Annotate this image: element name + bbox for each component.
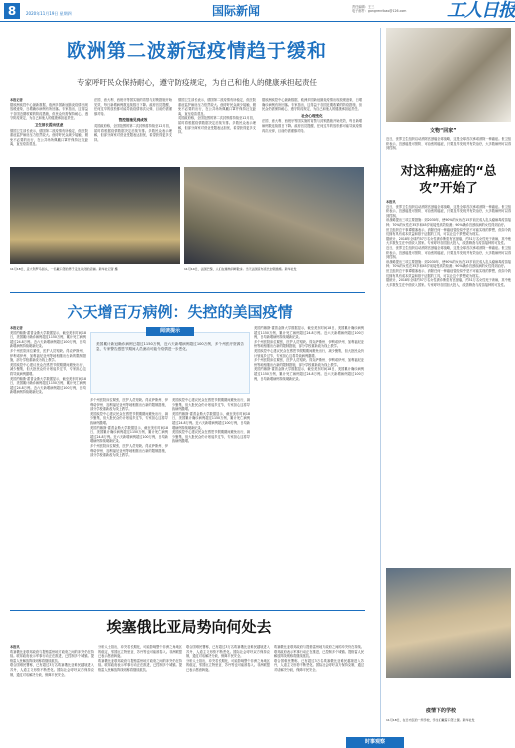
newspaper-logo: 工人日报 xyxy=(447,0,515,21)
byline: 本报记者 xyxy=(10,98,23,102)
article-paragraph: 分析人士指出，冲突若长期化，可能影响整个非洲之角地区的稳定，邻国厄立特里亚、苏丹等也可能被卷入。非洲联盟已表示愿意斡旋。 xyxy=(186,658,270,672)
article-paragraph: 据欧洲疾控中心最新数据，欧洲多国新冠肺炎疫情出现放缓迹象，日增确诊病例有所回落。专家指出，这得益于各国近期收紧的防疫措施，但民众仍需保持耐心，遵守防疫规定，为自己和他人的健康承担起责任。 xyxy=(10,102,88,121)
article-paragraph: 多个州医院床位紧张，医护人员短缺。得克萨斯州、伊利诺伊州、加利福尼亚州等地相继出台新的限制措施，部分学校重新改为线上教学。 xyxy=(90,443,168,458)
article-paragraph: 法国、意大利、西班牙等国实施的宵禁与封锁措施开始见效，每日新增病例数连续数日下降。政府官员提醒，任何过早的放松都可能导致疫情再次反弹，目前仍需谨慎对待。 xyxy=(262,119,362,133)
article-paragraph: 美国疾控中心建议民众在感恩节假期期间避免出行，减少聚集，但大批民众仍计划返乡过节，专家担心这将导致病例激增。 xyxy=(254,348,364,358)
article-paragraph: 该战略提出三项主要措施：到2030年，使90%的女孩在15岁前完成人乳头瘤病毒疫苗接种；70%的女性在35岁和45岁前接受高效检测；90%确诊宫颈疾病的女性得到治疗。 xyxy=(386,218,511,227)
article-paragraph: 联合国难民署称，已有超过3万名埃塞俄比亚难民越境进入苏丹，人道主义形势不断恶化。国际社会呼吁双方保持克制，通过对话解决分歧，保障平民安全。 xyxy=(186,645,270,659)
article-column xyxy=(172,398,250,606)
photo-caption-text: 近日，世界卫生组织启动消除宫颈癌全球战略，这是全球首次承诺消除一种癌症。世卫组织表示，宫颈癌是可预防、可治愈的癌症，只要及早发现并有效治疗，大多数病例可以得到控制。 xyxy=(386,137,511,151)
article-paragraph: 美国疾控中心建议民众在感恩节假期期间避免出行，减少聚集，但大批民众仍计划返乡过节，专家担心这将导致病例激增。 xyxy=(90,411,168,425)
article-paragraph: 据欧洲疾控中心最新数据，欧洲多国新冠肺炎疫情出现放缓迹象，日增确诊病例有所回落。专家指出，这得益于各国近期收紧的防疫措施，但民众仍需保持耐心，遵守防疫规定，为自己和他人的健康承担起责任。 xyxy=(262,98,362,112)
article-paragraph: 据统计，2018年全球约57万名女性被诊断患有宫颈癌，约31万名女性死于该病，其中绝大多数发生在中低收入国家。专家呼吁各国加大投入，改善筛查与疫苗接种的可及性。 xyxy=(386,236,511,246)
reading-tip-label: 阅读提示 xyxy=(146,327,194,336)
article-paragraph: 德国卫生部长表示，德国第二波疫情有所稳定，但医院重症监护病房压力依然较大。他呼吁民众减少接触，避免不必要的出行，在公共场所佩戴口罩并保持社交距离，直至疫苗普及。 xyxy=(10,128,88,147)
kicker-heading: 管控措施见到成效 xyxy=(118,118,148,123)
article-paragraph: 美国约翰斯·霍普金斯大学数据显示，截至美东时间18日，美国累计确诊病例超过1150万例，累计死亡病例超过24.8万例。近六天新增病例超过100万例，日均新增病例持续刷新纪录。 xyxy=(172,411,250,430)
article-column xyxy=(10,326,86,606)
article-paragraph: 联合国难民署称，已有超过3万名埃塞俄比亚难民越境进入苏丹，人道主义形势不断恶化。国际社会呼吁双方保持克制，通过对话解决分歧，保障平民安全。 xyxy=(274,658,364,672)
photo-title: 文物“回家” xyxy=(430,128,457,134)
section-divider xyxy=(10,292,365,293)
column-label: 时事观察 xyxy=(346,737,404,748)
article-paragraph: 联合国难民署称，已有超过3万名埃塞俄比亚难民越境进入苏丹，人道主义形势不断恶化。国际社会呼吁双方保持克制，通过对话解决分歧，保障平民安全。 xyxy=(10,663,94,677)
byline: 本报讯 xyxy=(10,645,20,649)
article-paragraph: 英国政府称，全国范围的第二次封锁将持续至12月初，届时将根据疫情数据决定后续安排。多数民众表示理解，但部分商家对营业受限表达担忧，希望获得更多支持。 xyxy=(94,123,172,142)
page-number: 8 xyxy=(4,3,20,19)
article-paragraph: 美国约翰斯·霍普金斯大学数据显示，截至美东时间18日，美国累计确诊病例超过1150万例，累计死亡病例超过24.8万例。近六天新增病例超过100万例，日均新增病例持续刷新纪录。 xyxy=(254,326,364,340)
photo-school xyxy=(386,568,511,678)
article-paragraph: 世卫组织总干事谭德塞表示，消除任何一种癌症曾经似乎是不可能实现的梦想，但如今我们拥有具有成本效益和基于证据的工具，可以让这个梦想成为现实。 xyxy=(386,227,511,237)
headline-ethiopia: 埃塞俄比亚局势向何处去 xyxy=(106,618,272,636)
article-paragraph: 美国约翰斯·霍普金斯大学数据显示，截至美东时间18日，美国累计确诊病例超过1150万例，累计死亡病例超过24.8万例。近六天新增病例超过100万例，日均新增病例持续刷新纪录。 xyxy=(90,425,168,444)
article-paragraph: 德国卫生部长表示，德国第二波疫情有所稳定，但医院重症监护病房压力依然较大。他呼吁民众减少接触，避免不必要的出行，在公共场所佩戴口罩并保持社交距离，直至疫苗普及。 xyxy=(178,98,256,116)
article-paragraph: 世卫组织总干事谭德塞表示，消除任何一种癌症曾经似乎是不可能实现的梦想，但如今我们拥有具有成本效益和基于证据的工具，可以让这个梦想成为现实。 xyxy=(386,268,511,278)
reading-tip-text: 美国累计新冠确诊病例已超过1150万例，近六天新增病例超过100万例，多个州医疗资源告急，专家警告感恩节期间人员流动可能令疫情进一步恶化。 xyxy=(96,342,244,352)
article-paragraph: 美国约翰斯·霍普金斯大学数据显示，截至美东时间18日，美国累计确诊病例超过1150万例，累计死亡病例超过24.8万例。近六天新增病例超过100万例，日均新增病例持续刷新纪录。 xyxy=(10,376,86,395)
column-divider xyxy=(380,28,381,740)
headline-us-covid: 六天增百万病例：失控的美国疫情 xyxy=(67,303,293,321)
article-column xyxy=(10,645,94,743)
article-paragraph: 近日，世界卫生组织启动消除宫颈癌全球战略，这是全球首次承诺消除一种癌症。世卫组织表示，宫颈癌是可预防、可治愈的癌症，只要及早发现并有效治疗，大多数病例可以得到控制。 xyxy=(386,245,511,260)
subhead-europe: 专家呼吁民众保持耐心，遵守防疫规定，为自己和他人的健康承担起责任 xyxy=(77,78,317,87)
article-paragraph: 多个州医院床位紧张，医护人员短缺。得克萨斯州、伊利诺伊州、加利福尼亚州等地相继出台新的限制措施，部分学校重新改为线上教学。 xyxy=(254,358,364,367)
article-paragraph: 多个州医院床位紧张，医护人员短缺。得克萨斯州、伊利诺伊州、加利福尼亚州等地相继出台新的限制措施，部分学校重新改为线上教学。 xyxy=(90,398,168,412)
article-paragraph: 美国疾控中心建议民众在感恩节假期期间避免出行，减少聚集，但大批民众仍计划返乡过节，专家担心这将导致病例激增。 xyxy=(172,430,250,444)
article-paragraph: 分析人士指出，冲突若长期化，可能影响整个非洲之角地区的稳定，邻国厄立特里亚、苏丹等也可能被卷入。非洲联盟已表示愿意斡旋。 xyxy=(98,645,182,659)
section-title: 国际新闻 xyxy=(212,4,261,18)
section-divider xyxy=(10,610,365,611)
article-paragraph: 美国疾控中心建议民众在感恩节假期期间避免出行，减少聚集，但大批民众仍计划返乡过节，专家担心这将导致病例激增。 xyxy=(172,398,250,412)
article-paragraph: 美国疾控中心建议民众在感恩节假期期间避免出行，减少聚集，但大批民众仍计划返乡过节，专家担心这将导致病例激增。 xyxy=(10,362,86,376)
photo-caption: 11月18日，在日内瓦的一所学校，学生们戴着口罩上课。新华社发 xyxy=(386,718,475,722)
kicker-heading: 卫生部长提出忧虑 xyxy=(34,122,64,127)
photo-artifact-return xyxy=(386,28,511,122)
kicker-heading: 社会心理变化 xyxy=(301,113,323,118)
headline-cancer: 对这种癌症的“总攻”开始了 xyxy=(400,163,497,195)
article-paragraph: 据统计，2018年全球约57万名女性被诊断患有宫颈癌，约31万名女性死于该病，其中绝大多数发生在中低收入国家。专家呼吁各国加大投入，改善筛查与疫苗接种的可及性。 xyxy=(386,278,511,287)
article-paragraph: 该战略提出三项主要措施：到2030年，使90%的女孩在15岁前完成人乳头瘤病毒疫苗接种；70%的女性在35岁和45岁前接受高效检测；90%确诊宫颈疾病的女性得到治疗。 xyxy=(386,259,511,269)
photo-title: 疫情下的学校 xyxy=(426,708,457,714)
issue-date: 2020年11月19日 星期四 xyxy=(26,11,72,16)
photo-caption: 11月18日，意大利罗马街头，一名戴口罩的男子走过关闭的店铺。新华社记者 摄 xyxy=(10,267,118,271)
byline: 本报记者 xyxy=(10,326,23,330)
editor-info: 责任编辑：王三 电子邮件：gongrenribao@126.com xyxy=(352,5,407,14)
article-column xyxy=(254,326,364,606)
article-paragraph: 埃塞俄比亚联邦政府与提格雷州地方政府之间的冲突仍在持续。联邦政府表示军事行动正在推进，已控制多个城镇。提格雷人民解放阵线则称将继续抵抗。 xyxy=(10,649,94,663)
article-paragraph: 法国、意大利、西班牙等国实施的宵禁与封锁措施开始见效，每日新增病例数连续数日下降。政府官员提醒，任何过早的放松都可能导致疫情再次反弹，目前仍需谨慎对待。 xyxy=(94,98,172,116)
article-column xyxy=(98,645,182,743)
photo-paris-riverside xyxy=(184,167,364,264)
article-column xyxy=(274,645,364,735)
article-column xyxy=(186,645,270,743)
article-paragraph: 美国约翰斯·霍普金斯大学数据显示，截至美东时间18日，美国累计确诊病例超过1150万例，累计死亡病例超过24.8万例。近六天新增病例超过100万例，日均新增病例持续刷新纪录。 xyxy=(10,330,86,349)
article-paragraph: 多个州医院床位紧张，医护人员短缺。得克萨斯州、伊利诺伊州、加利福尼亚州等地相继出台新的限制措施，部分学校重新改为线上教学。 xyxy=(10,348,86,363)
article-paragraph: 英国政府称，全国范围的第二次封锁将持续至12月初，届时将根据疫情数据决定后续安排。多数民众表示理解，但部分商家对营业受限表达担忧，希望获得更多支持。 xyxy=(178,116,256,135)
article-paragraph: 近日，世界卫生组织启动消除宫颈癌全球战略，这是全球首次承诺消除一种癌症。世卫组织表示，宫颈癌是可预防、可治愈的癌症，只要及早发现并有效治疗，大多数病例可以得到控制。 xyxy=(386,204,511,218)
article-paragraph: 埃塞俄比亚联邦政府与提格雷州地方政府之间的冲突仍在持续。联邦政府表示军事行动正在推进，已控制多个城镇。提格雷人民解放阵线则称将继续抵抗。 xyxy=(274,645,364,659)
photo-caption: 11月14日，法国巴黎，人们在塞纳河畔散步。当天法国宣布延长封锁措施。新华社发 xyxy=(184,267,297,271)
article-column xyxy=(386,200,511,560)
article-column xyxy=(90,398,168,606)
article-paragraph: 多个州医院床位紧张，医护人员短缺。得克萨斯州、伊利诺伊州、加利福尼亚州等地相继出台新的限制措施，部分学校重新改为线上教学。 xyxy=(254,339,364,349)
headline-europe: 欧洲第二波新冠疫情趋于缓和 xyxy=(66,40,327,62)
photo-rome-street xyxy=(10,167,180,264)
article-paragraph: 美国约翰斯·霍普金斯大学数据显示，截至美东时间18日，美国累计确诊病例超过1150万例，累计死亡病例超过24.8万例。近六天新增病例超过100万例，日均新增病例持续刷新纪录。 xyxy=(254,367,364,381)
article-paragraph: 埃塞俄比亚联邦政府与提格雷州地方政府之间的冲突仍在持续。联邦政府表示军事行动正在推进，已控制多个城镇。提格雷人民解放阵线则称将继续抵抗。 xyxy=(98,658,182,672)
byline: 本报讯 xyxy=(386,200,396,204)
